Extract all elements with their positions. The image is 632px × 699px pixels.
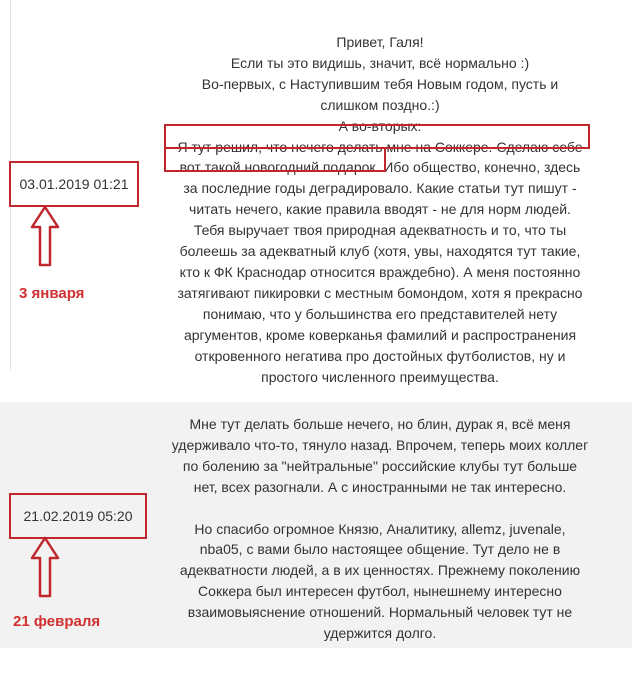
arrow-up-icon <box>30 205 60 267</box>
message-text <box>168 32 592 387</box>
message-line: за последние годы деградировало. Какие статьи тут пишут - <box>183 180 577 197</box>
message-line: кто к ФК Краснодар относится враждебно). А меня постоянно <box>179 263 581 280</box>
message-line: по болению за "нейтральные" российские клубы тут больше <box>182 457 578 474</box>
message-line: болеешь за адекватный клуб (хотя, увы, находятся тут такие, <box>179 243 581 260</box>
message-line: Я тут решил, что нечего делать мне на Соккере. Сделаю себе <box>177 138 583 155</box>
message-line: читать нечего, какие правила вводят - не для норм людей. <box>189 201 571 218</box>
message-line: вот такой новогодний подарок. Ибо общество, конечно, здесь <box>179 159 581 176</box>
message-line: адекватности людей, а в их ценностях. Прежнему поколению <box>179 562 581 579</box>
blank-line <box>168 498 592 519</box>
message-text <box>168 414 592 644</box>
message-line: удерживало что-то, тянуло назад. Впрочем, теперь моих коллег <box>171 436 589 453</box>
message-line: Но спасибо огромное Князю, Аналитику, allemz, juvenale, <box>194 520 566 537</box>
message-line: Мне тут делать больше нечего, но блин, дурак я, всё меня <box>189 416 571 432</box>
message-line: аргументов, кроме коверканья фамилий и распространения <box>183 326 577 343</box>
message-line: Во-первых, с Наступившим тебя Новым годом, пусть и <box>201 75 559 92</box>
message-line: Соккера был интересен футбол, нынешнему интересно <box>198 583 562 600</box>
arrow-up-icon <box>30 536 60 598</box>
highlight-box <box>164 147 386 172</box>
message-line: Если ты это видишь, значит, всё нормально :) <box>230 54 530 71</box>
highlight-box <box>164 124 590 149</box>
message-line: Тебя выручает твоя природная адекватность и то, что ты <box>193 222 567 239</box>
message-line: nba05, с вами было настоящее общение. Тут дело не в <box>199 541 561 558</box>
message-line: нет, всех разогнали. А с иностранными не так интересно. <box>193 478 567 495</box>
post-date: 21.02.2019 05:20 <box>9 493 147 539</box>
message-line: взаимовыяснение отношений. Нормальный человек тут не <box>187 604 573 621</box>
message-line: понимаю, что у большинства его представителей нету <box>202 305 558 322</box>
post-date: 03.01.2019 01:21 <box>9 161 139 207</box>
post-2 <box>0 402 632 648</box>
message-line: удержится долго. <box>323 625 437 642</box>
message-line: Привет, Галя! <box>336 34 424 50</box>
message-line: слишком поздно.:) <box>320 96 440 113</box>
annotation-label: 3 января <box>19 285 85 302</box>
annotation-label: 21 февраля <box>13 613 101 630</box>
message-line: затягивают пикировки с местным бомондом, хотя я прекрасно <box>177 284 583 301</box>
message-line: простого численного преимущества. <box>261 368 499 385</box>
message-line: откровенного негатива про достойных футболистов, ну и <box>194 347 566 364</box>
message-line: А во-вторых: <box>338 117 422 134</box>
